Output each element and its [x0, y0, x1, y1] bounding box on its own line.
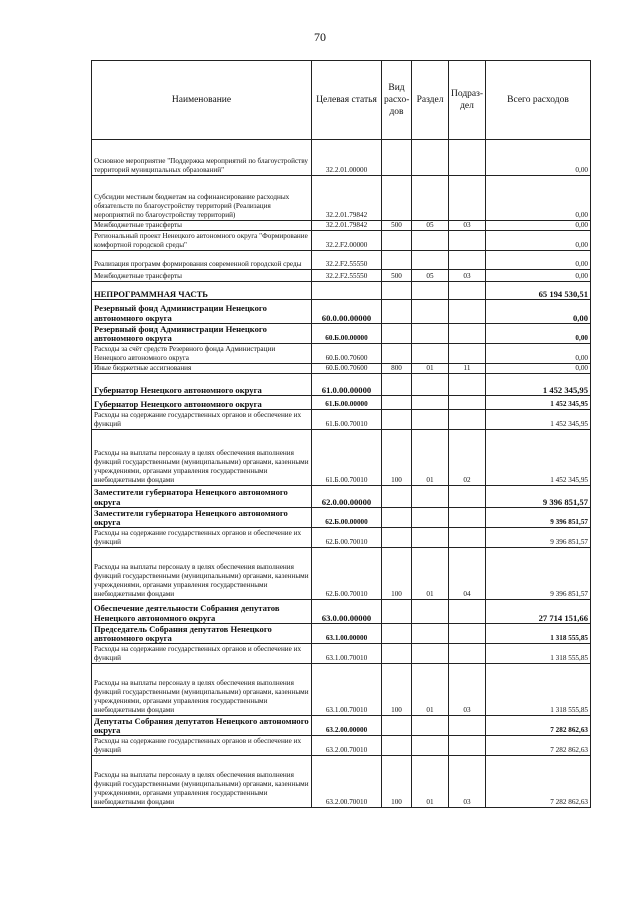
cell-total: 0,00 [486, 251, 591, 270]
cell-code: 63.0.00.00000 [312, 600, 382, 624]
cell-razdel [412, 251, 449, 270]
cell-name: Заместители губернатора Ненецкого автономного округа [92, 508, 312, 528]
cell-total: 0,00 [486, 231, 591, 251]
cell-vid [382, 644, 412, 664]
cell-code: 60.Б.00.70600 [312, 344, 382, 364]
cell-name: Расходы на содержание государственных органов и обеспечение их функций [92, 528, 312, 548]
table-row [92, 140, 591, 176]
cell-total: 7 282 862,63 [486, 716, 591, 736]
cell-code: 32.2.F2.55550 [312, 251, 382, 270]
table-row [92, 644, 591, 664]
cell-vid [382, 231, 412, 251]
cell-code [312, 282, 382, 300]
header-code: Целевая статья [312, 61, 382, 140]
cell-total: 65 194 530,51 [486, 282, 591, 300]
cell-razdel: 05 [412, 270, 449, 282]
cell-name: Заместители губернатора Ненецкого автономного округа [92, 486, 312, 508]
table-row [92, 528, 591, 548]
cell-code: 32.2.01.00000 [312, 140, 382, 176]
table-row [92, 324, 591, 344]
cell-vid [382, 324, 412, 344]
cell-podrazdel [449, 624, 486, 644]
cell-total: 1 452 345,95 [486, 374, 591, 396]
cell-code: 63.2.00.70010 [312, 736, 382, 756]
header-vid: Вид расхо-дов [382, 61, 412, 140]
cell-podrazdel [449, 410, 486, 430]
cell-razdel: 01 [412, 664, 449, 716]
cell-podrazdel [449, 344, 486, 364]
cell-name: Расходы за счёт средств Резервного фонда Администрации Ненецкого автономного округа [92, 344, 312, 364]
cell-razdel [412, 716, 449, 736]
cell-razdel [412, 324, 449, 344]
cell-code: 32.2.01.79842 [312, 176, 382, 221]
table-row [92, 756, 591, 808]
cell-vid: 100 [382, 430, 412, 486]
cell-code: 62.Б.00.70010 [312, 528, 382, 548]
cell-name: Межбюджетные трансферты [92, 270, 312, 282]
cell-razdel [412, 644, 449, 664]
cell-razdel [412, 528, 449, 548]
cell-podrazdel [449, 374, 486, 396]
header-name: Наименование [92, 61, 312, 140]
cell-podrazdel [449, 396, 486, 410]
cell-total: 1 452 345,95 [486, 410, 591, 430]
cell-vid: 100 [382, 548, 412, 600]
cell-podrazdel: 04 [449, 548, 486, 600]
cell-total: 1 318 555,85 [486, 624, 591, 644]
cell-total: 9 396 851,57 [486, 486, 591, 508]
cell-total: 1 318 555,85 [486, 664, 591, 716]
table-row [92, 736, 591, 756]
cell-vid [382, 176, 412, 221]
cell-code: 32.2.F2.55550 [312, 270, 382, 282]
cell-vid: 500 [382, 221, 412, 231]
cell-podrazdel: 03 [449, 270, 486, 282]
cell-vid [382, 600, 412, 624]
cell-razdel [412, 140, 449, 176]
cell-total: 0,00 [486, 364, 591, 374]
cell-vid: 800 [382, 364, 412, 374]
cell-name: Резервный фонд Администрации Ненецкого автономного округа [92, 300, 312, 324]
cell-code: 60.0.00.00000 [312, 300, 382, 324]
cell-podrazdel [449, 324, 486, 344]
cell-vid [382, 374, 412, 396]
cell-code: 63.2.00.70010 [312, 756, 382, 808]
table-row [92, 600, 591, 624]
cell-razdel: 01 [412, 548, 449, 600]
cell-code: 60.Б.00.70600 [312, 364, 382, 374]
cell-vid [382, 528, 412, 548]
cell-razdel [412, 231, 449, 251]
cell-razdel [412, 736, 449, 756]
cell-vid [382, 140, 412, 176]
table-row [92, 282, 591, 300]
table-row [92, 716, 591, 736]
cell-code: 63.1.00.00000 [312, 624, 382, 644]
cell-podrazdel [449, 140, 486, 176]
cell-name: Резервный фонд Администрации Ненецкого автономного округа [92, 324, 312, 344]
cell-total: 1 452 345,95 [486, 396, 591, 410]
cell-podrazdel [449, 600, 486, 624]
cell-podrazdel [449, 528, 486, 548]
cell-podrazdel [449, 644, 486, 664]
cell-vid [382, 624, 412, 644]
cell-code: 63.1.00.70010 [312, 644, 382, 664]
cell-code: 61.Б.00.70010 [312, 410, 382, 430]
cell-total: 9 396 851,57 [486, 508, 591, 528]
cell-name: Расходы на выплаты персоналу в целях обеспечения выполнения функций государственными (муниципальными) органами, казенными учреждениями, органами управления государственными внебюджетными фондами [92, 548, 312, 600]
table-row [92, 664, 591, 716]
cell-razdel: 01 [412, 430, 449, 486]
cell-vid [382, 508, 412, 528]
cell-podrazdel [449, 486, 486, 508]
cell-code: 62.Б.00.00000 [312, 508, 382, 528]
cell-razdel [412, 508, 449, 528]
cell-vid [382, 300, 412, 324]
table-row [92, 486, 591, 508]
cell-name: Расходы на выплаты персоналу в целях обеспечения выполнения функций государственными (муниципальными) органами, казенными учреждениями, органами управления государственными внебюджетными фондами [92, 664, 312, 716]
table-row [92, 270, 591, 282]
cell-name: Региональный проект Ненецкого автономного округа "Формирование комфортной городской среды" [92, 231, 312, 251]
cell-code: 32.2.F2.00000 [312, 231, 382, 251]
cell-code: 62.Б.00.70010 [312, 548, 382, 600]
cell-podrazdel [449, 251, 486, 270]
cell-name: Губернатор Ненецкого автономного округа [92, 396, 312, 410]
table-row [92, 548, 591, 600]
cell-vid [382, 251, 412, 270]
cell-vid: 100 [382, 756, 412, 808]
cell-vid [382, 410, 412, 430]
table-row [92, 364, 591, 374]
table-header [92, 61, 591, 140]
table-row [92, 624, 591, 644]
cell-code: 61.0.00.00000 [312, 374, 382, 396]
cell-name: Депутаты Собрания депутатов Ненецкого автономного округа [92, 716, 312, 736]
table-row [92, 508, 591, 528]
cell-podrazdel [449, 282, 486, 300]
cell-vid [382, 716, 412, 736]
cell-vid: 100 [382, 664, 412, 716]
cell-razdel: 01 [412, 364, 449, 374]
cell-total: 1 318 555,85 [486, 644, 591, 664]
cell-vid: 500 [382, 270, 412, 282]
cell-total: 9 396 851,57 [486, 548, 591, 600]
budget-table [91, 60, 591, 808]
cell-name: Расходы на содержание государственных органов и обеспечение их функций [92, 410, 312, 430]
cell-total: 7 282 862,63 [486, 736, 591, 756]
cell-code: 61.Б.00.00000 [312, 396, 382, 410]
cell-podrazdel: 03 [449, 221, 486, 231]
table-row [92, 410, 591, 430]
cell-podrazdel [449, 508, 486, 528]
cell-total: 7 282 862,63 [486, 756, 591, 808]
cell-name: Иные бюджетные ассигнования [92, 364, 312, 374]
cell-razdel [412, 624, 449, 644]
cell-vid [382, 486, 412, 508]
cell-razdel [412, 300, 449, 324]
table-body [92, 140, 591, 808]
cell-name: Реализация программ формирования современной городской среды [92, 251, 312, 270]
table-row [92, 176, 591, 221]
cell-total: 0,00 [486, 176, 591, 221]
cell-razdel [412, 396, 449, 410]
cell-name: Межбюджетные трансферты [92, 221, 312, 231]
cell-name: НЕПРОГРАММНАЯ ЧАСТЬ [92, 282, 312, 300]
cell-vid [382, 736, 412, 756]
cell-podrazdel [449, 300, 486, 324]
header-total: Всего расходов [486, 61, 591, 140]
cell-name: Обеспечение деятельности Собрания депутатов Ненецкого автономного округа [92, 600, 312, 624]
cell-vid [382, 282, 412, 300]
cell-name: Расходы на содержание государственных органов и обеспечение их функций [92, 644, 312, 664]
cell-podrazdel: 02 [449, 430, 486, 486]
cell-podrazdel: 03 [449, 664, 486, 716]
table-row [92, 251, 591, 270]
cell-razdel [412, 486, 449, 508]
cell-name: Субсидии местным бюджетам на софинансирование расходных обязательств по благоустройству территорий (Реализация мероприятий по благоустройству территорий) [92, 176, 312, 221]
cell-vid [382, 396, 412, 410]
cell-podrazdel [449, 231, 486, 251]
cell-code: 63.1.00.70010 [312, 664, 382, 716]
header-podrazdel: Подраз-дел [449, 61, 486, 140]
table-row [92, 231, 591, 251]
cell-name: Расходы на содержание государственных органов и обеспечение их функций [92, 736, 312, 756]
cell-code: 60.Б.00.00000 [312, 324, 382, 344]
cell-razdel [412, 176, 449, 221]
cell-podrazdel: 11 [449, 364, 486, 374]
cell-code: 63.2.00.00000 [312, 716, 382, 736]
cell-code: 62.0.00.00000 [312, 486, 382, 508]
cell-razdel [412, 374, 449, 396]
cell-total: 1 452 345,95 [486, 430, 591, 486]
cell-vid [382, 344, 412, 364]
table-row [92, 221, 591, 231]
cell-podrazdel: 03 [449, 756, 486, 808]
cell-total: 0,00 [486, 140, 591, 176]
cell-code: 61.Б.00.70010 [312, 430, 382, 486]
cell-razdel: 05 [412, 221, 449, 231]
table-row [92, 300, 591, 324]
cell-name: Расходы на выплаты персоналу в целях обеспечения выполнения функций государственными (муниципальными) органами, казенными учреждениями, органами управления государственными внебюджетными фондами [92, 756, 312, 808]
cell-razdel [412, 344, 449, 364]
cell-name: Основное мероприятие "Поддержка мероприятий по благоустройству территорий муниципальных образований" [92, 140, 312, 176]
cell-code: 32.2.01.79842 [312, 221, 382, 231]
table-row [92, 430, 591, 486]
cell-total: 0,00 [486, 300, 591, 324]
cell-name: Расходы на выплаты персоналу в целях обеспечения выполнения функций государственными (муниципальными) органами, казенными учреждениями, органами управления государственными внебюджетными фондами [92, 430, 312, 486]
table-row [92, 374, 591, 396]
cell-podrazdel [449, 716, 486, 736]
cell-total: 0,00 [486, 324, 591, 344]
cell-razdel: 01 [412, 756, 449, 808]
table-row [92, 344, 591, 364]
page-number: 70 [314, 30, 326, 44]
cell-podrazdel [449, 176, 486, 221]
header-razdel: Раздел [412, 61, 449, 140]
cell-total: 27 714 151,66 [486, 600, 591, 624]
cell-razdel [412, 282, 449, 300]
cell-podrazdel [449, 736, 486, 756]
cell-name: Председатель Собрания депутатов Ненецкого автономного округа [92, 624, 312, 644]
table-row [92, 396, 591, 410]
cell-total: 0,00 [486, 344, 591, 364]
cell-razdel [412, 600, 449, 624]
cell-total: 0,00 [486, 270, 591, 282]
cell-total: 0,00 [486, 221, 591, 231]
cell-name: Губернатор Ненецкого автономного округа [92, 374, 312, 396]
cell-total: 9 396 851,57 [486, 528, 591, 548]
cell-razdel [412, 410, 449, 430]
